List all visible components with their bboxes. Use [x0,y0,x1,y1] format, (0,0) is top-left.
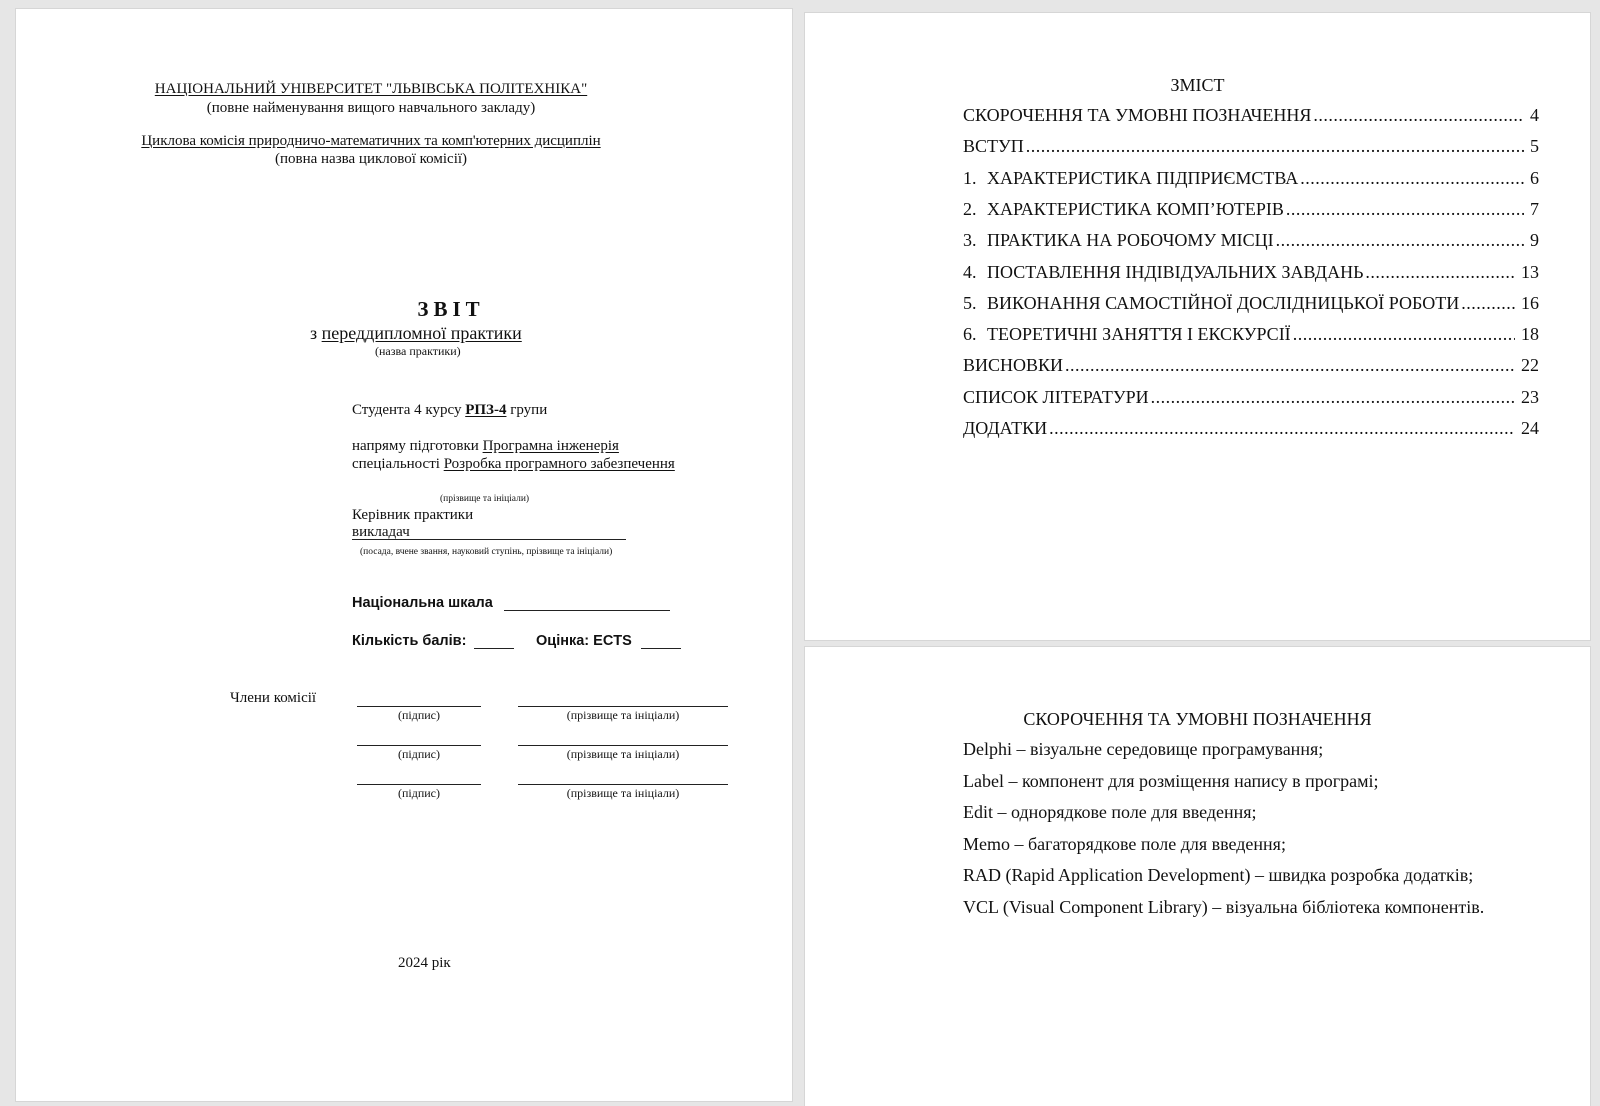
toc-item-label: ХАРАКТЕРИСТИКА ПІДПРИЄМСТВА [987,167,1299,188]
signature-note-1: (підпис) [397,708,441,722]
toc-item-label: ПРАКТИКА НА РОБОЧОМУ МІСЦІ [987,230,1274,251]
student-line [352,402,547,419]
toc-item[interactable] [963,136,1539,160]
toc-item[interactable] [963,324,1539,348]
toc-item-leader [1286,199,1524,220]
practice-prefix: з [310,323,318,343]
initials-note-2: (прізвище та ініціали) [566,747,680,761]
toc-item-leader [1026,136,1524,157]
toc-item[interactable] [963,105,1539,129]
supervisor-label: Керівник практики [352,507,474,523]
toc-item-label: СПИСОК ЛІТЕРАТУРИ [963,386,1149,407]
toc-title: ЗМІСТ [1170,75,1225,95]
toc-item-label: ВИСНОВКИ [963,355,1064,376]
toc-item-number: 1. [963,167,977,188]
abbreviation-item: Delphi – візуальне середовище програмування; [963,739,1324,759]
direction-prefix: напряму підготовки [352,438,479,454]
toc-item-page: 13 [1521,261,1539,282]
toc-item[interactable] [963,199,1539,223]
initials-line-1 [518,706,728,707]
toc-item-leader [1293,324,1515,345]
cover-page [16,9,792,1101]
university-note: (повне найменування вищого навчального закладу) [206,100,536,116]
toc-item-page: 5 [1530,136,1539,157]
signature-note-3: (підпис) [397,786,441,800]
student-prefix: Студента 4 курсу [352,402,462,418]
initials-line-3 [518,784,728,785]
initials-line-2 [518,745,728,746]
signature-line-3 [357,784,481,785]
toc-item-label: ПОСТАВЛЕННЯ ІНДІВІДУАЛЬНИХ ЗАВДАНЬ [987,261,1364,282]
toc-item-leader [1276,230,1524,251]
abbreviation-item: Edit – однорядкове поле для введення; [963,802,1257,822]
toc-item-number: 3. [963,230,977,251]
ects-label: Оцінка: ECTS [536,633,632,649]
abbreviation-item: VCL (Visual Component Library) – візуальна бібліотека компонентів. [963,896,1485,917]
points-label: Кількість балів: [352,633,467,649]
direction-value: Програмна інженерія [482,438,619,454]
toc-item-page: 22 [1521,355,1539,376]
toc-item-leader [1313,105,1524,126]
toc-item[interactable] [963,355,1539,379]
initials-note-1: (прізвище та ініціали) [566,708,680,722]
specialty-value: Розробка програмного забезпечення [443,456,675,472]
signature-line-1 [357,706,481,707]
toc-item-label: ВСТУП [963,136,1024,157]
toc-item[interactable] [963,262,1539,286]
national-scale-label: Національна шкала [352,595,493,611]
toc-item-leader [1461,293,1515,314]
toc-item[interactable] [963,293,1539,317]
abbreviation-item: Memo – багаторядкове поле для введення; [963,833,1286,854]
name-note: (прізвище та ініціали) [440,494,530,504]
specialty-prefix: спеціальності [352,456,440,472]
toc-item[interactable] [963,387,1539,411]
commission-note: (повна назва циклової комісії) [274,151,468,167]
toc-item-page: 23 [1521,386,1539,407]
toc-item-page: 6 [1530,167,1539,188]
toc-item-leader [1365,262,1515,283]
toc-item-number: 6. [963,324,977,345]
toc-item-label: СКОРОЧЕННЯ ТА УМОВНІ ПОЗНАЧЕННЯ [963,105,1312,125]
supervisor-position: викладач [352,524,410,540]
toc-item-number: 5. [963,292,977,313]
points-line [474,648,514,649]
report-year: 2024 рік [398,955,451,971]
national-scale-line [504,610,670,611]
practice-note: (назва практики) [375,344,461,358]
supervisor-underline [352,539,626,540]
toc-item[interactable] [963,168,1539,192]
toc-item-page: 7 [1530,198,1539,219]
direction-line [352,438,619,455]
toc-item-page: 4 [1530,105,1539,125]
ects-line [641,648,681,649]
signature-note-2: (підпис) [397,747,441,761]
abbreviation-item: Label – компонент для розміщення напису в програмі; [963,770,1379,791]
practice-name: переддипломної практики [321,323,522,343]
university-name: НАЦІОНАЛЬНИЙ УНІВЕРСИТЕТ "ЛЬВІВСЬКА ПОЛІТЕХНІКА" [154,81,588,97]
toc-item-label: ВИКОНАННЯ САМОСТІЙНОЇ ДОСЛІДНИЦЬКОЇ РОБОТИ [987,292,1460,313]
signature-line-2 [357,745,481,746]
abbreviations-title: СКОРОЧЕННЯ ТА УМОВНІ ПОЗНАЧЕННЯ [1023,709,1372,729]
commission-members-label: Члени комісії [230,690,317,706]
toc-item-leader [1151,387,1515,408]
specialty-line [352,456,675,473]
toc-item-label: ХАРАКТЕРИСТИКА КОМП’ЮТЕРІВ [987,198,1284,219]
commission-name: Циклова комісія природничо-математичних та комп'ютерних дисциплін [141,133,601,149]
toc-item[interactable] [963,418,1539,442]
toc-item-number: 4. [963,261,977,282]
toc-item-page: 16 [1521,292,1539,313]
toc-item-page: 18 [1521,324,1539,345]
toc-page [805,13,1590,640]
initials-note-3: (прізвище та ініціали) [566,786,680,800]
toc-item[interactable] [963,230,1539,254]
toc-item-label: ДОДАТКИ [963,418,1048,438]
toc-item-number: 2. [963,198,977,219]
toc-item-label: ТЕОРЕТИЧНІ ЗАНЯТТЯ І ЕКСКУРСІЇ [987,324,1291,345]
toc-item-leader [1065,355,1515,376]
report-title: ЗВІТ [417,297,485,321]
student-suffix: групи [510,402,548,418]
supervisor-note: (посада, вчене звання, науковий ступінь, прізвище та ініціали) [360,547,613,557]
toc-item-leader [1300,168,1524,189]
toc-item-leader [1049,418,1515,439]
group-name: РПЗ-4 [465,402,507,418]
toc-item-page: 9 [1530,230,1539,251]
practice-line [310,323,522,344]
abbreviations-page [805,647,1590,1106]
abbreviation-item: RAD (Rapid Application Development) – швидка розробка додатків; [963,865,1474,885]
toc-item-page: 24 [1521,418,1539,438]
